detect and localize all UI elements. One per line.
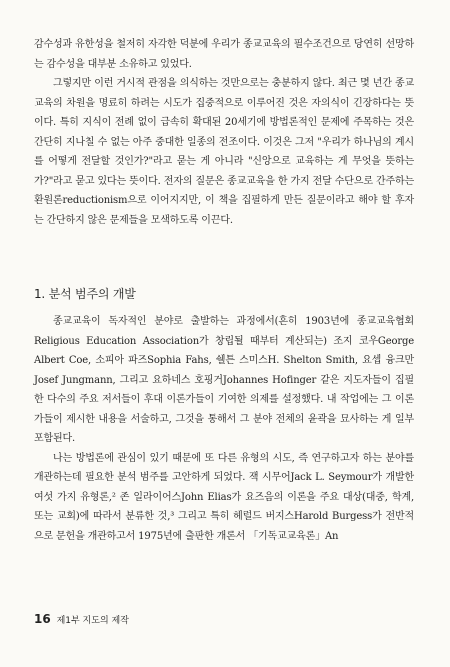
paragraph: 나는 방법론에 관심이 있기 때문에 또 다른 유형의 시도, 즉 연구하고자 하는 분야를 개관하는데 필요한 분석 범주를 고안하게 되었다. 잭 시무어Jack L. Seymour가 개발한 여섯 가지 유형론,² 존 일라이어스John Elias가 요즈음의 이론을 주요 대상(대중, 학계, 또는 교회)에 따라서 분류한 것,³ 그리고 특히 헤럴드 버지스Harold Burgess가 전반적으로 문헌을 개관하고서 1975년에 출판한 개론서 「기독교교육론」An	[34, 452, 414, 542]
section-heading: 1. 분석 범주의 개발	[34, 287, 136, 301]
paragraph: 감수성과 유한성을 철저히 자각한 덕분에 우리가 종교교육의 필수조건으로 당연히 선망하는 감수성을 대부분 소유하고 있었다.	[34, 39, 414, 70]
paragraph: 종교교육이 독자적인 분야로 출발하는 과정에서(흔히 1903년에 종교교육협회Religious Education Association가 창립될 때부터 계산되는) 조지 코우George Albert Coe, 소피아 파즈Sophia Fahs, 쉘튼 스미스H. Shelton Smith, 요셉 융크만Josef Jungmann, 그리고 요하네스 호핑거Johannes Hofinger 같은 지도자들이 집필한 다수의 주요 저서들이 후대 이론가들이 기여한 의제를 설정했다. 내 작업에는 그 이론가들이 제시한 내용을 서술하고, 그것을 통해서 그 분야 전체의 윤곽을 묘사하는 게 일부 포함된다.	[34, 316, 414, 444]
running-head: 제1부 지도의 제작	[56, 616, 129, 626]
body-text-bottom	[34, 312, 414, 546]
page-footer	[34, 613, 129, 627]
body-text-top	[34, 35, 414, 230]
page-number: 16	[34, 612, 51, 626]
paragraph: 그렇지만 이런 거시적 관점을 의식하는 것만으로는 충분하지 않다. 최근 몇 년간 종교교육의 차원을 명료히 하려는 시도가 집중적으로 이루어진 것은 자의식이 긴장하다는 뜻이다. 특히 지식이 전례 없이 급속히 확대된 20세기에 방법론적인 문제에 주목하는 것은 간단히 지나칠 수 없는 아주 중대한 일종의 전조이다. 이것은 그저 "우리가 하나님의 계시를 어떻게 전달할 것인가?"라고 묻는 게 아니라 "신앙으로 교육하는 게 무엇을 뜻하는가?"라고 묻고 있다는 뜻이다. 전자의 질문은 종교교육을 한 가지 전달 수단으로 간주하는 환원론reductionism으로 이어지지만, 이 책을 집필하게 만든 질문이라고 해야 할 후자는 간단하지 않은 문제들을 모색하도록 이끈다.	[34, 78, 414, 226]
